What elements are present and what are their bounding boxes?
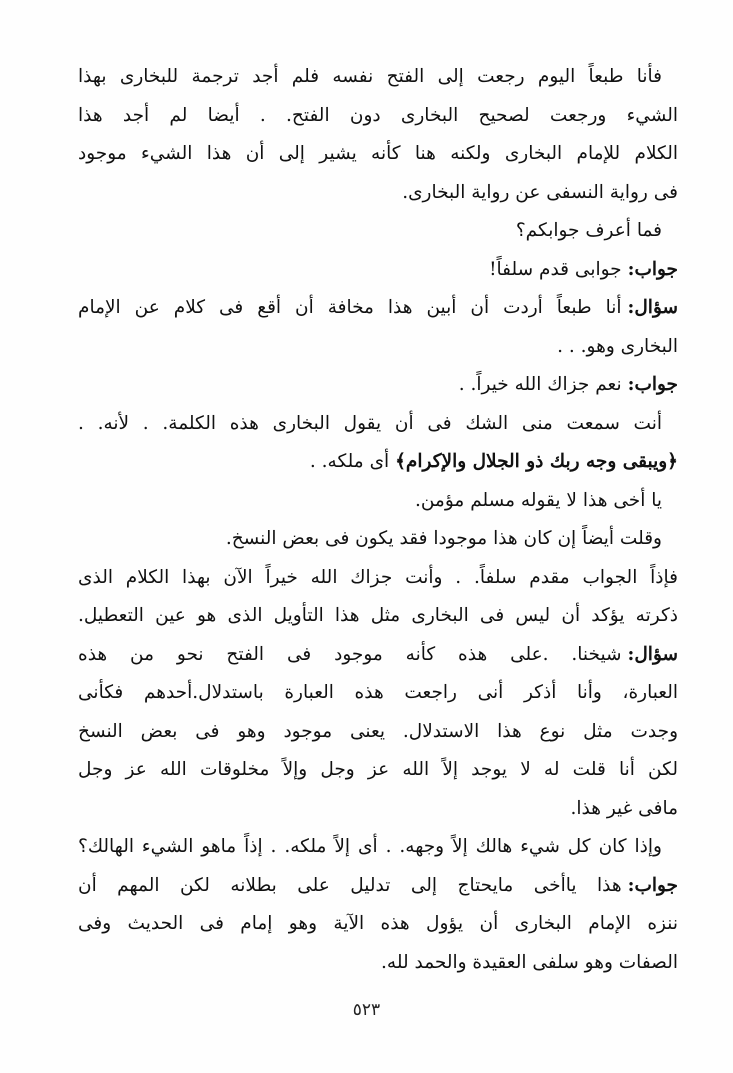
text-line [78, 251, 678, 290]
line-text: لكن أنا قلت له لا يوجد إلاً الله عز وجل وإلاً مخلوقات الله عز وجل [78, 759, 678, 780]
text-line [78, 366, 678, 405]
line-text: فأنا طبعاً اليوم رجعت إلى الفتح نفسه فلم أجد ترجمة للبخارى بهذا [78, 66, 662, 87]
line-text: وجدت مثل نوع هذا الاستدلال. يعنى موجود وهو فى بعض النسخ [78, 720, 678, 742]
text-line [78, 97, 678, 136]
text-line [78, 289, 678, 328]
line-text: الصفات وهو سلفى العقيدة والحمد لله. [381, 951, 678, 973]
line-text: البخارى وهو. . . [557, 335, 678, 357]
line-text: نعم جزاك الله خيراً. . [458, 374, 622, 395]
line-text: أنت سمعت منى الشك فى أن يقول البخارى هذه الكلمة. . لأنه. . [78, 412, 662, 434]
text-line [78, 713, 678, 752]
line-text: فما أعرف جوابكم؟ [515, 220, 662, 241]
text-line [78, 944, 678, 983]
text-line [78, 867, 678, 906]
line-text: الشيء ورجعت لصحيح البخارى دون الفتح. . أيضا لم أجد هذا [78, 104, 678, 126]
text-line [78, 636, 678, 675]
text-line [78, 905, 678, 944]
text-line [78, 58, 678, 97]
text-line [78, 135, 678, 174]
quran-verse: ﴿ويبقى وجه ربك ذو الجلال والإكرام﴾ [395, 451, 678, 472]
line-text: وقلت أيضاً إن كان هذا موجودا فقد يكون فى بعض النسخ. [225, 528, 662, 549]
text-line [78, 443, 678, 482]
line-text: مافى غير هذا. [570, 797, 678, 819]
text-line [78, 405, 678, 444]
speaker-label: جواب: [627, 874, 678, 896]
speaker-label: جواب: [627, 374, 678, 395]
text-line [78, 174, 678, 213]
line-text: أى ملكه. . [309, 451, 390, 472]
line-text: جوابى قدم سلفاً! [489, 258, 622, 280]
text-line [78, 828, 678, 867]
text-line [78, 751, 678, 790]
text-line [78, 212, 678, 251]
line-text: فإذاً الجواب مقدم سلفاً. . وأنت جزاك الله خيراً الآن بهذا الكلام الذى [78, 566, 678, 588]
line-text: يا أخى هذا لا يقوله مسلم مؤمن. [414, 489, 662, 511]
line-text: شيخنا. .على هذه كأنه موجود فى الفتح نحو من هذه [78, 643, 622, 665]
text-line [78, 597, 678, 636]
line-text: الكلام للإمام البخارى ولكنه هنا كأنه يشير إلى أن هذا الشيء موجود [78, 143, 678, 164]
text-line [78, 559, 678, 598]
line-text: ننزه الإمام البخارى أن يؤول هذه الآية وهو إمام فى الحديث وفى [78, 913, 678, 934]
body-text [78, 58, 678, 982]
line-text: العبارة، وأنا أذكر أنى راجعت هذه العبارة باستدلال.أحدهم فكأنى [78, 682, 678, 703]
line-text: فى رواية النسفى عن رواية البخارى. [402, 181, 678, 203]
speaker-label: سؤال: [627, 297, 678, 318]
line-text: هذا ياأخى مايحتاج إلى تدليل على بطلانه لكن المهم أن [78, 874, 622, 896]
text-line [78, 674, 678, 713]
text-line [78, 328, 678, 367]
text-line [78, 482, 678, 521]
text-line [78, 790, 678, 829]
text-line [78, 520, 678, 559]
line-text: وإذا كان كل شيء هالك إلاً وجهه. . أى إلاً ملكه. . إذاً ماهو الشيء الهالك؟ [78, 836, 662, 857]
speaker-label: سؤال: [627, 643, 678, 665]
line-text: ذكرته يؤكد أن ليس فى البخارى مثل هذا التأويل الذى هو عين التعطيل. [78, 605, 678, 626]
line-text: أنا طبعاً أردت أن أبين هذا مخافة أن أقع فى كلام عن الإمام [78, 297, 622, 318]
speaker-label: جواب: [627, 258, 678, 280]
page-number: ٥٢٣ [352, 1000, 381, 1020]
